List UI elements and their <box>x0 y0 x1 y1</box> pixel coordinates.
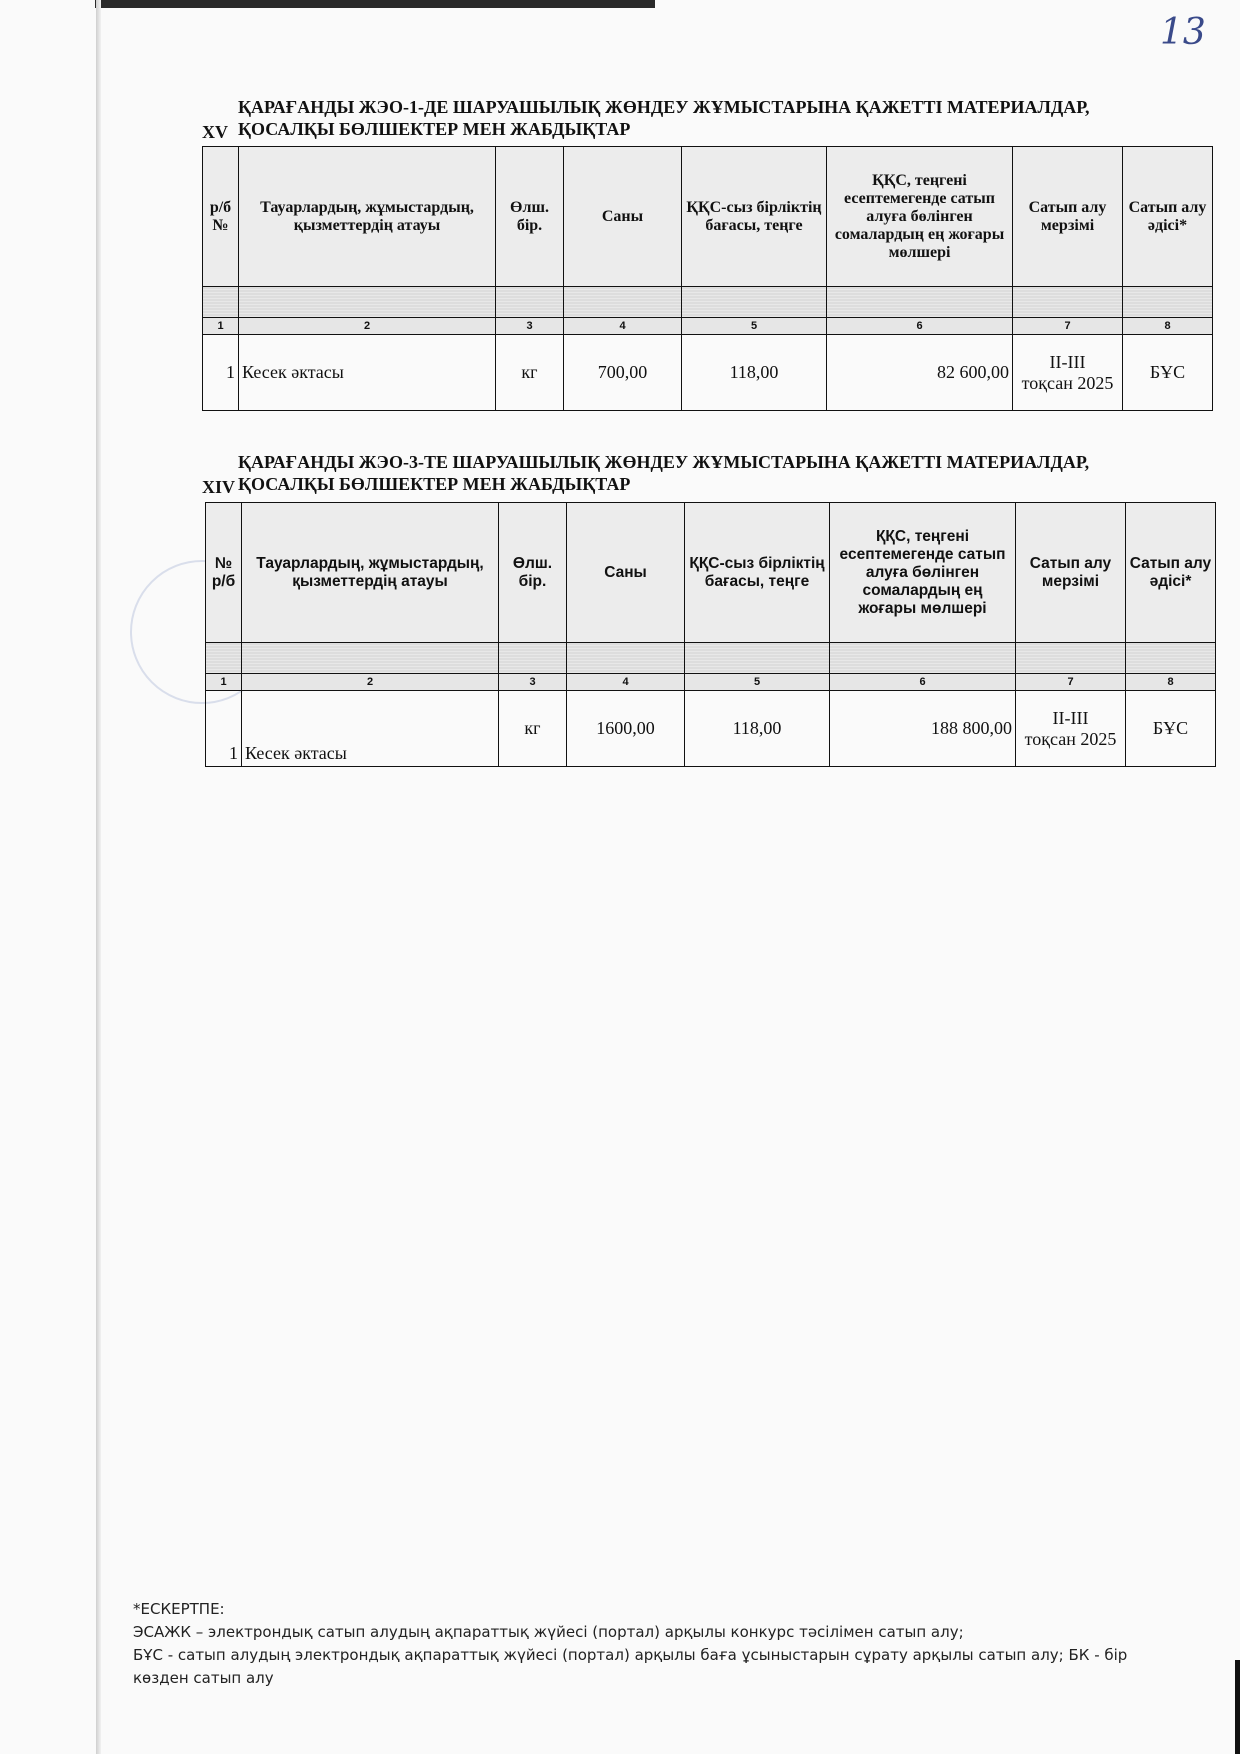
column-header: Өлш. бір. <box>499 503 567 643</box>
row-number: 1 <box>206 691 242 767</box>
table-header-row <box>206 503 1216 643</box>
row-number: 1 <box>203 335 239 411</box>
unit-price: 118,00 <box>682 335 827 411</box>
section-title-line: ҚОСАЛҚЫ БӨЛШЕКТЕР МЕН ЖАБДЫҚТАР <box>238 119 631 139</box>
term-line: тоқсан 2025 <box>1021 372 1114 393</box>
procurement-term <box>1016 691 1126 767</box>
total-amount: 82 600,00 <box>827 335 1013 411</box>
column-header: Тауарлардың, жұмыстардың, қызметтердің атауы <box>239 147 496 287</box>
section-title <box>238 96 1188 140</box>
unit: кг <box>499 691 567 767</box>
column-number: 8 <box>1123 318 1213 335</box>
column-header: ҚҚС-сыз бірліктің бағасы, теңге <box>685 503 830 643</box>
unit-price: 118,00 <box>685 691 830 767</box>
procurement-method: БҰС <box>1126 691 1216 767</box>
column-number: 3 <box>496 318 564 335</box>
column-header: Өлш. бір. <box>496 147 564 287</box>
column-number: 8 <box>1126 674 1216 691</box>
column-header: р/б № <box>203 147 239 287</box>
column-number: 1 <box>203 318 239 335</box>
item-name: Кесек әктасы <box>239 335 496 411</box>
section-number: XIV <box>202 477 236 497</box>
term-line: тоқсан 2025 <box>1024 728 1117 749</box>
column-number: 1 <box>206 674 242 691</box>
column-header: ҚҚС-сыз бірліктің бағасы, теңге <box>682 147 827 287</box>
footnote-line: ЭСАЖК – электрондық сатып алудың ақпараттық жүйесі (портал) арқылы конкурс тәсілімен сатып алу; <box>133 1623 964 1641</box>
total-amount: 188 800,00 <box>830 691 1016 767</box>
column-header: Сатып алу мерзімі <box>1016 503 1126 643</box>
section-title <box>238 451 1188 495</box>
procurement-term <box>1013 335 1123 411</box>
column-header: Саны <box>564 147 682 287</box>
column-number: 7 <box>1016 674 1126 691</box>
footnote <box>133 1598 1133 1690</box>
scan-edge <box>95 0 655 8</box>
materials-table <box>202 146 1213 411</box>
section-title-line: ҚОСАЛҚЫ БӨЛШЕКТЕР МЕН ЖАБДЫҚТАР <box>238 474 631 494</box>
column-number: 5 <box>685 674 830 691</box>
column-header: ҚҚС, теңгені есептемегенде сатып алуға бөлінген сомалардың ең жоғары мөлшері <box>830 503 1016 643</box>
column-number-row <box>203 318 1213 335</box>
column-number-row <box>206 674 1216 691</box>
table-row <box>206 691 1216 767</box>
column-header: ҚҚС, теңгені есептемегенде сатып алуға бөлінген сомалардың ең жоғары мөлшері <box>827 147 1013 287</box>
column-header: № р/б <box>206 503 242 643</box>
procurement-method: БҰС <box>1123 335 1213 411</box>
column-number: 4 <box>564 318 682 335</box>
unit: кг <box>496 335 564 411</box>
column-number: 5 <box>682 318 827 335</box>
scan-edge-right <box>1235 1660 1240 1754</box>
footnote-line: БҰС - сатып алудың электрондық ақпараттық жүйесі (портал) арқылы баға ұсыныстарын сұрату арқылы сатып алу; БК - бір көзден сатып алу <box>133 1646 1128 1687</box>
column-header: Тауарлардың, жұмыстардың, қызметтердің атауы <box>242 503 499 643</box>
quantity: 700,00 <box>564 335 682 411</box>
term-line: II-III <box>1052 707 1089 728</box>
materials-table <box>205 502 1216 767</box>
column-number: 6 <box>827 318 1013 335</box>
section-number: XV <box>202 122 228 142</box>
page-number: 13 <box>1160 12 1206 53</box>
footnote-title: *ЕСКЕРТПЕ: <box>133 1600 225 1618</box>
table-spacer-row <box>203 287 1213 318</box>
column-number: 2 <box>239 318 496 335</box>
table-spacer-row <box>206 643 1216 674</box>
section-title-line: ҚАРАҒАНДЫ ЖЭО-3-ТЕ ШАРУАШЫЛЫҚ ЖӨНДЕУ ЖҰМЫСТАРЫНА ҚАЖЕТТІ МАТЕРИАЛДАР, <box>238 452 1090 472</box>
item-name: Кесек әктасы <box>242 691 499 767</box>
table-row <box>203 335 1213 411</box>
column-number: 7 <box>1013 318 1123 335</box>
section-title-line: ҚАРАҒАНДЫ ЖЭО-1-ДЕ ШАРУАШЫЛЫҚ ЖӨНДЕУ ЖҰМЫСТАРЫНА ҚАЖЕТТІ МАТЕРИАЛДАР, <box>238 97 1090 117</box>
column-number: 4 <box>567 674 685 691</box>
table-header-row <box>203 147 1213 287</box>
column-number: 2 <box>242 674 499 691</box>
column-header: Сатып алу әдісі* <box>1126 503 1216 643</box>
column-header: Сатып алу мерзімі <box>1013 147 1123 287</box>
scan-binding-shadow <box>96 0 101 1754</box>
term-line: II-III <box>1049 351 1086 372</box>
column-header: Сатып алу әдісі* <box>1123 147 1213 287</box>
column-number: 6 <box>830 674 1016 691</box>
quantity: 1600,00 <box>567 691 685 767</box>
column-number: 3 <box>499 674 567 691</box>
column-header: Саны <box>567 503 685 643</box>
